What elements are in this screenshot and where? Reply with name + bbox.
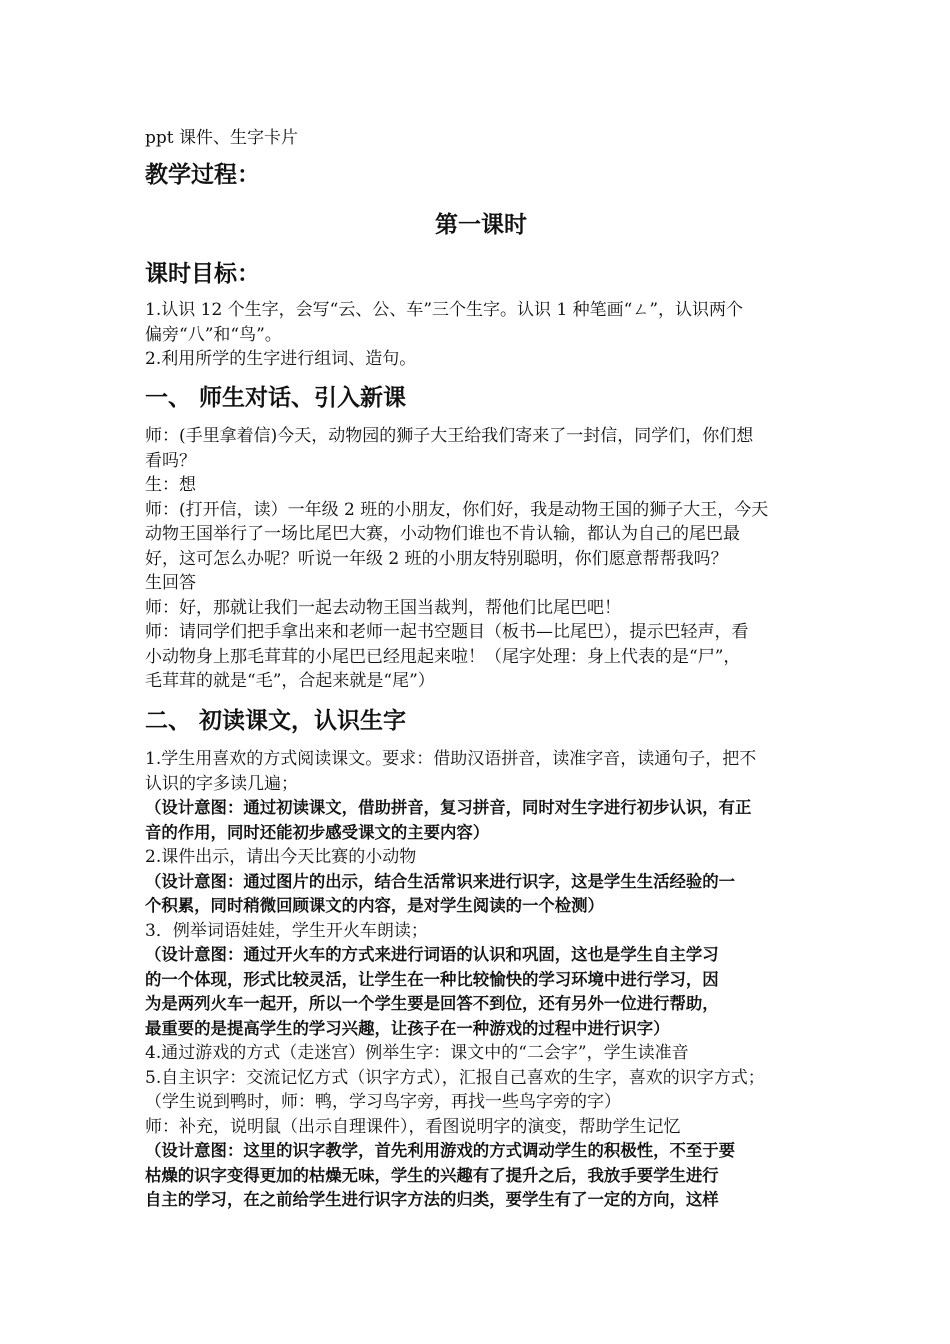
design-intent-line: （设计意图：通过图片的出示，结合生活常识来进行识字，这是学生生活经验的一 — [145, 871, 736, 891]
materials-line: ppt 课件、生字卡片 — [145, 128, 298, 148]
section-1-body — [145, 424, 817, 694]
dialogue-line: 动物王国举行了一场比尾巴大赛，小动物们谁也不肯认输，都认为自己的尾巴最 — [145, 524, 740, 544]
dialogue-line: 看吗？ — [145, 450, 196, 471]
dialogue-line: 师：请同学们把手拿出来和老师一起书空题目（板书—比尾巴），提示巴轻声，看 — [145, 622, 749, 642]
step-line: （学生说到鸭时，师：鸭，学习鸟字旁，再找一些鸟字旁的字） — [145, 1092, 621, 1112]
dialogue-line: 生回答 — [145, 573, 196, 593]
dialogue-line: 师：(打开信，读）一年级 2 班的小朋友，你们好，我是动物王国的狮子大王，今天 — [145, 499, 769, 520]
heading-lesson-goals: 课时目标： — [145, 261, 260, 287]
dialogue-line: 师：(手里拿着信)今天，动物园的狮子大王给我们寄来了一封信，同学们，你们想 — [145, 426, 754, 446]
design-intent-line: 枯燥的识字变得更加的枯燥无味，学生的兴趣有了提升之后，我放手要学生进行 — [145, 1165, 719, 1185]
step-line: 1.学生用喜欢的方式阅读课文。要求：借助汉语拼音，读准字音，读通句子，把不 — [145, 749, 757, 769]
design-intent-line: 最重要的是提高学生的学习兴趣，让孩子在一种游戏的过程中进行识字） — [145, 1018, 670, 1038]
design-intent-line: 音的作用，同时还能初步感受课文的主要内容） — [145, 822, 490, 842]
step-line: 4.通过游戏的方式（走迷宫）例举生字：课文中的“二会字”，学生读准音 — [145, 1043, 689, 1063]
section-1-title: 一、 师生对话、引入新课 — [145, 385, 407, 411]
section-2-body — [145, 747, 817, 1213]
step-line: 3．例举词语娃娃，学生开火车朗读； — [145, 920, 428, 941]
design-intent-line: 自主的学习，在之前给学生进行识字方法的归类，要学生有了一定的方向，这样 — [145, 1190, 719, 1209]
goals-list — [145, 298, 817, 372]
step-line: 5.自主识字：交流记忆方式（识字方式），汇报自己喜欢的生字，喜欢的识字方式； — [145, 1067, 765, 1088]
design-intent-line: （设计意图：这里的识字教学，首先利用游戏的方式调动学生的积极性，不至于要 — [145, 1141, 736, 1160]
design-intent-line: 的一个体现，形式比较灵活，让学生在一种比较愉快的学习环境中进行学习，因 — [145, 969, 719, 989]
design-intent-line: 为是两列火车一起开，所以一个学生要是回答不到位，还有另外一位进行帮助， — [145, 994, 719, 1013]
step-line: 师：补充，说明鼠（出示自理课件），看图说明字的演变，帮助学生记忆 — [145, 1116, 681, 1137]
design-intent-line: 个积累，同时稍微回顾课文的内容，是对学生阅读的一个检测） — [145, 896, 604, 915]
dialogue-line: 小动物身上那毛茸茸的小尾巴已经甩起来啦！（尾字处理：身上代表的是“尸”， — [145, 646, 741, 667]
design-intent-line: （设计意图：通过初读课文，借助拼音，复习拼音，同时对生字进行初步认识，有正 — [145, 798, 752, 817]
heading-first-lesson: 第一课时 — [435, 212, 527, 238]
goal-2-line-1: 2.利用所学的生字进行组词、造句。 — [145, 349, 417, 369]
dialogue-line: 师：好，那就让我们一起去动物王国当裁判，帮他们比尾巴吧！ — [145, 597, 621, 618]
step-line: 2.课件出示，请出今天比赛的小动物 — [145, 847, 417, 867]
dialogue-line: 好，这可怎么办呢？听说一年级 2 班的小朋友特别聪明，你们愿意帮帮我吗？ — [145, 548, 728, 569]
dialogue-line: 毛茸茸的就是“毛”，合起来就是“尾”） — [145, 671, 435, 691]
dialogue-line: 生：想 — [145, 475, 196, 495]
goal-1-line-1: 1.认识 12 个生字，会写“云、公、车”三个生字。认识 1 种笔画“ㄥ”，认识两个 — [145, 300, 744, 320]
step-line: 认识的字多读几遍； — [145, 773, 298, 794]
heading-teaching-process: 教学过程： — [145, 162, 260, 188]
design-intent-line: （设计意图：通过开火车的方式来进行词语的认识和巩固，这也是学生自主学习 — [145, 945, 719, 964]
section-2-title: 二、 初读课文，认识生字 — [145, 708, 407, 734]
goal-1-line-2: 偏旁“八”和“鸟”。 — [145, 324, 282, 345]
